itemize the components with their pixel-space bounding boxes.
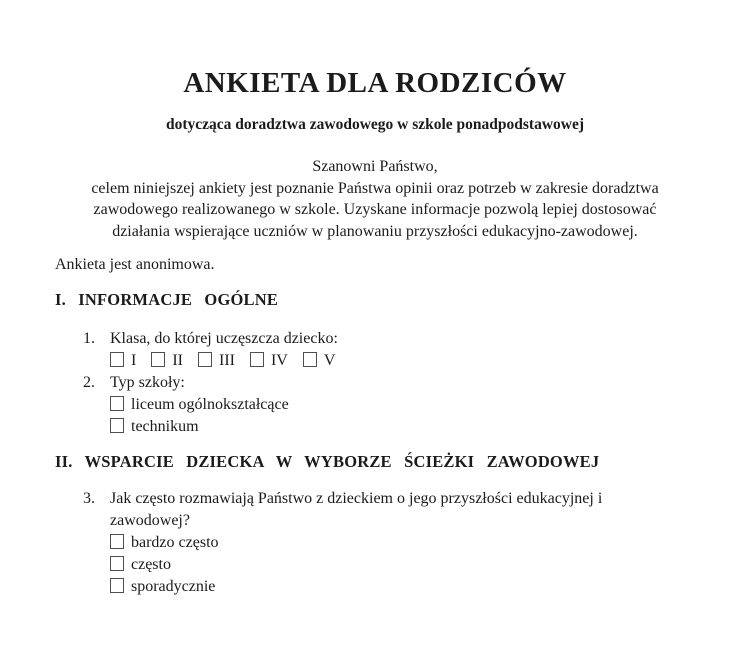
question-2 bbox=[83, 372, 695, 438]
question-text: Klasa, do której uczęszcza dziecko: bbox=[110, 330, 338, 347]
option-klasa-2 bbox=[151, 352, 183, 369]
option-label: V bbox=[323, 352, 336, 369]
option-bardzo-czesto bbox=[110, 532, 670, 554]
option-label: sporadycznie bbox=[131, 578, 216, 595]
intro-line: działania wspierające uczniów w planowaniu przyszłości edukacyjno-zawodowej. bbox=[112, 222, 638, 240]
checkbox[interactable] bbox=[110, 352, 124, 367]
option-liceum bbox=[110, 394, 670, 416]
survey-page bbox=[0, 66, 750, 598]
checkbox[interactable] bbox=[151, 352, 165, 367]
option-label: często bbox=[131, 556, 171, 573]
question-text: Typ szkoły: bbox=[110, 374, 185, 391]
option-label: bardzo często bbox=[131, 534, 219, 551]
anonymous-note: Ankieta jest anonimowa. bbox=[55, 256, 215, 273]
page-subtitle: dotycząca doradztwa zawodowego w szkole ponadpodstawowej bbox=[165, 116, 585, 133]
checkbox[interactable] bbox=[110, 578, 124, 593]
checkbox[interactable] bbox=[198, 352, 212, 367]
option-klasa-3 bbox=[198, 352, 235, 369]
checkbox[interactable] bbox=[303, 352, 317, 367]
section-heading-informacje-ogolne: I. INFORMACJE OGÓLNE bbox=[55, 290, 279, 309]
checkbox[interactable] bbox=[110, 396, 124, 411]
section-heading-wsparcie-dziecka: II. WSPARCIE DZIECKA W WYBORZE ŚCIEŻKI ZAWODOWEJ bbox=[55, 452, 600, 471]
checkbox[interactable] bbox=[110, 556, 124, 571]
option-label: II bbox=[172, 352, 183, 369]
question-number: 1. bbox=[83, 330, 95, 347]
page-title: ANKIETA DLA RODZICÓW bbox=[183, 67, 567, 99]
option-czesto bbox=[110, 554, 670, 576]
checkbox[interactable] bbox=[110, 418, 124, 433]
question-number: 3. bbox=[83, 490, 95, 507]
intro-paragraph bbox=[55, 156, 695, 242]
intro-salutation: Szanowni Państwo, bbox=[312, 158, 438, 175]
question-1-options bbox=[110, 350, 670, 372]
intro-line: celem niniejszej ankiety jest poznanie Państwa opinii oraz potrzeb w zakresie doradztwa bbox=[91, 179, 659, 197]
option-klasa-4 bbox=[250, 352, 288, 369]
intro-line: zawodowego realizowanego w szkole. Uzyskane informacje pozwolą lepiej dostosować bbox=[93, 201, 657, 218]
option-klasa-1 bbox=[110, 352, 136, 369]
checkbox[interactable] bbox=[250, 352, 264, 367]
option-klasa-5 bbox=[303, 352, 336, 369]
section-1-questions bbox=[83, 328, 695, 438]
option-label: liceum ogólnokształcące bbox=[131, 396, 289, 413]
option-label: I bbox=[131, 352, 137, 369]
question-number: 2. bbox=[83, 374, 95, 391]
checkbox[interactable] bbox=[110, 534, 124, 549]
option-label: III bbox=[218, 352, 235, 369]
option-label: technikum bbox=[131, 418, 199, 435]
option-technikum bbox=[110, 416, 670, 438]
option-label: IV bbox=[270, 352, 288, 369]
question-1 bbox=[83, 328, 695, 372]
option-sporadycznie bbox=[110, 576, 670, 598]
question-text: Jak często rozmawiają Państwo z dzieckiem o jego przyszłości edukacyjnej i zawodowej? bbox=[110, 490, 603, 529]
